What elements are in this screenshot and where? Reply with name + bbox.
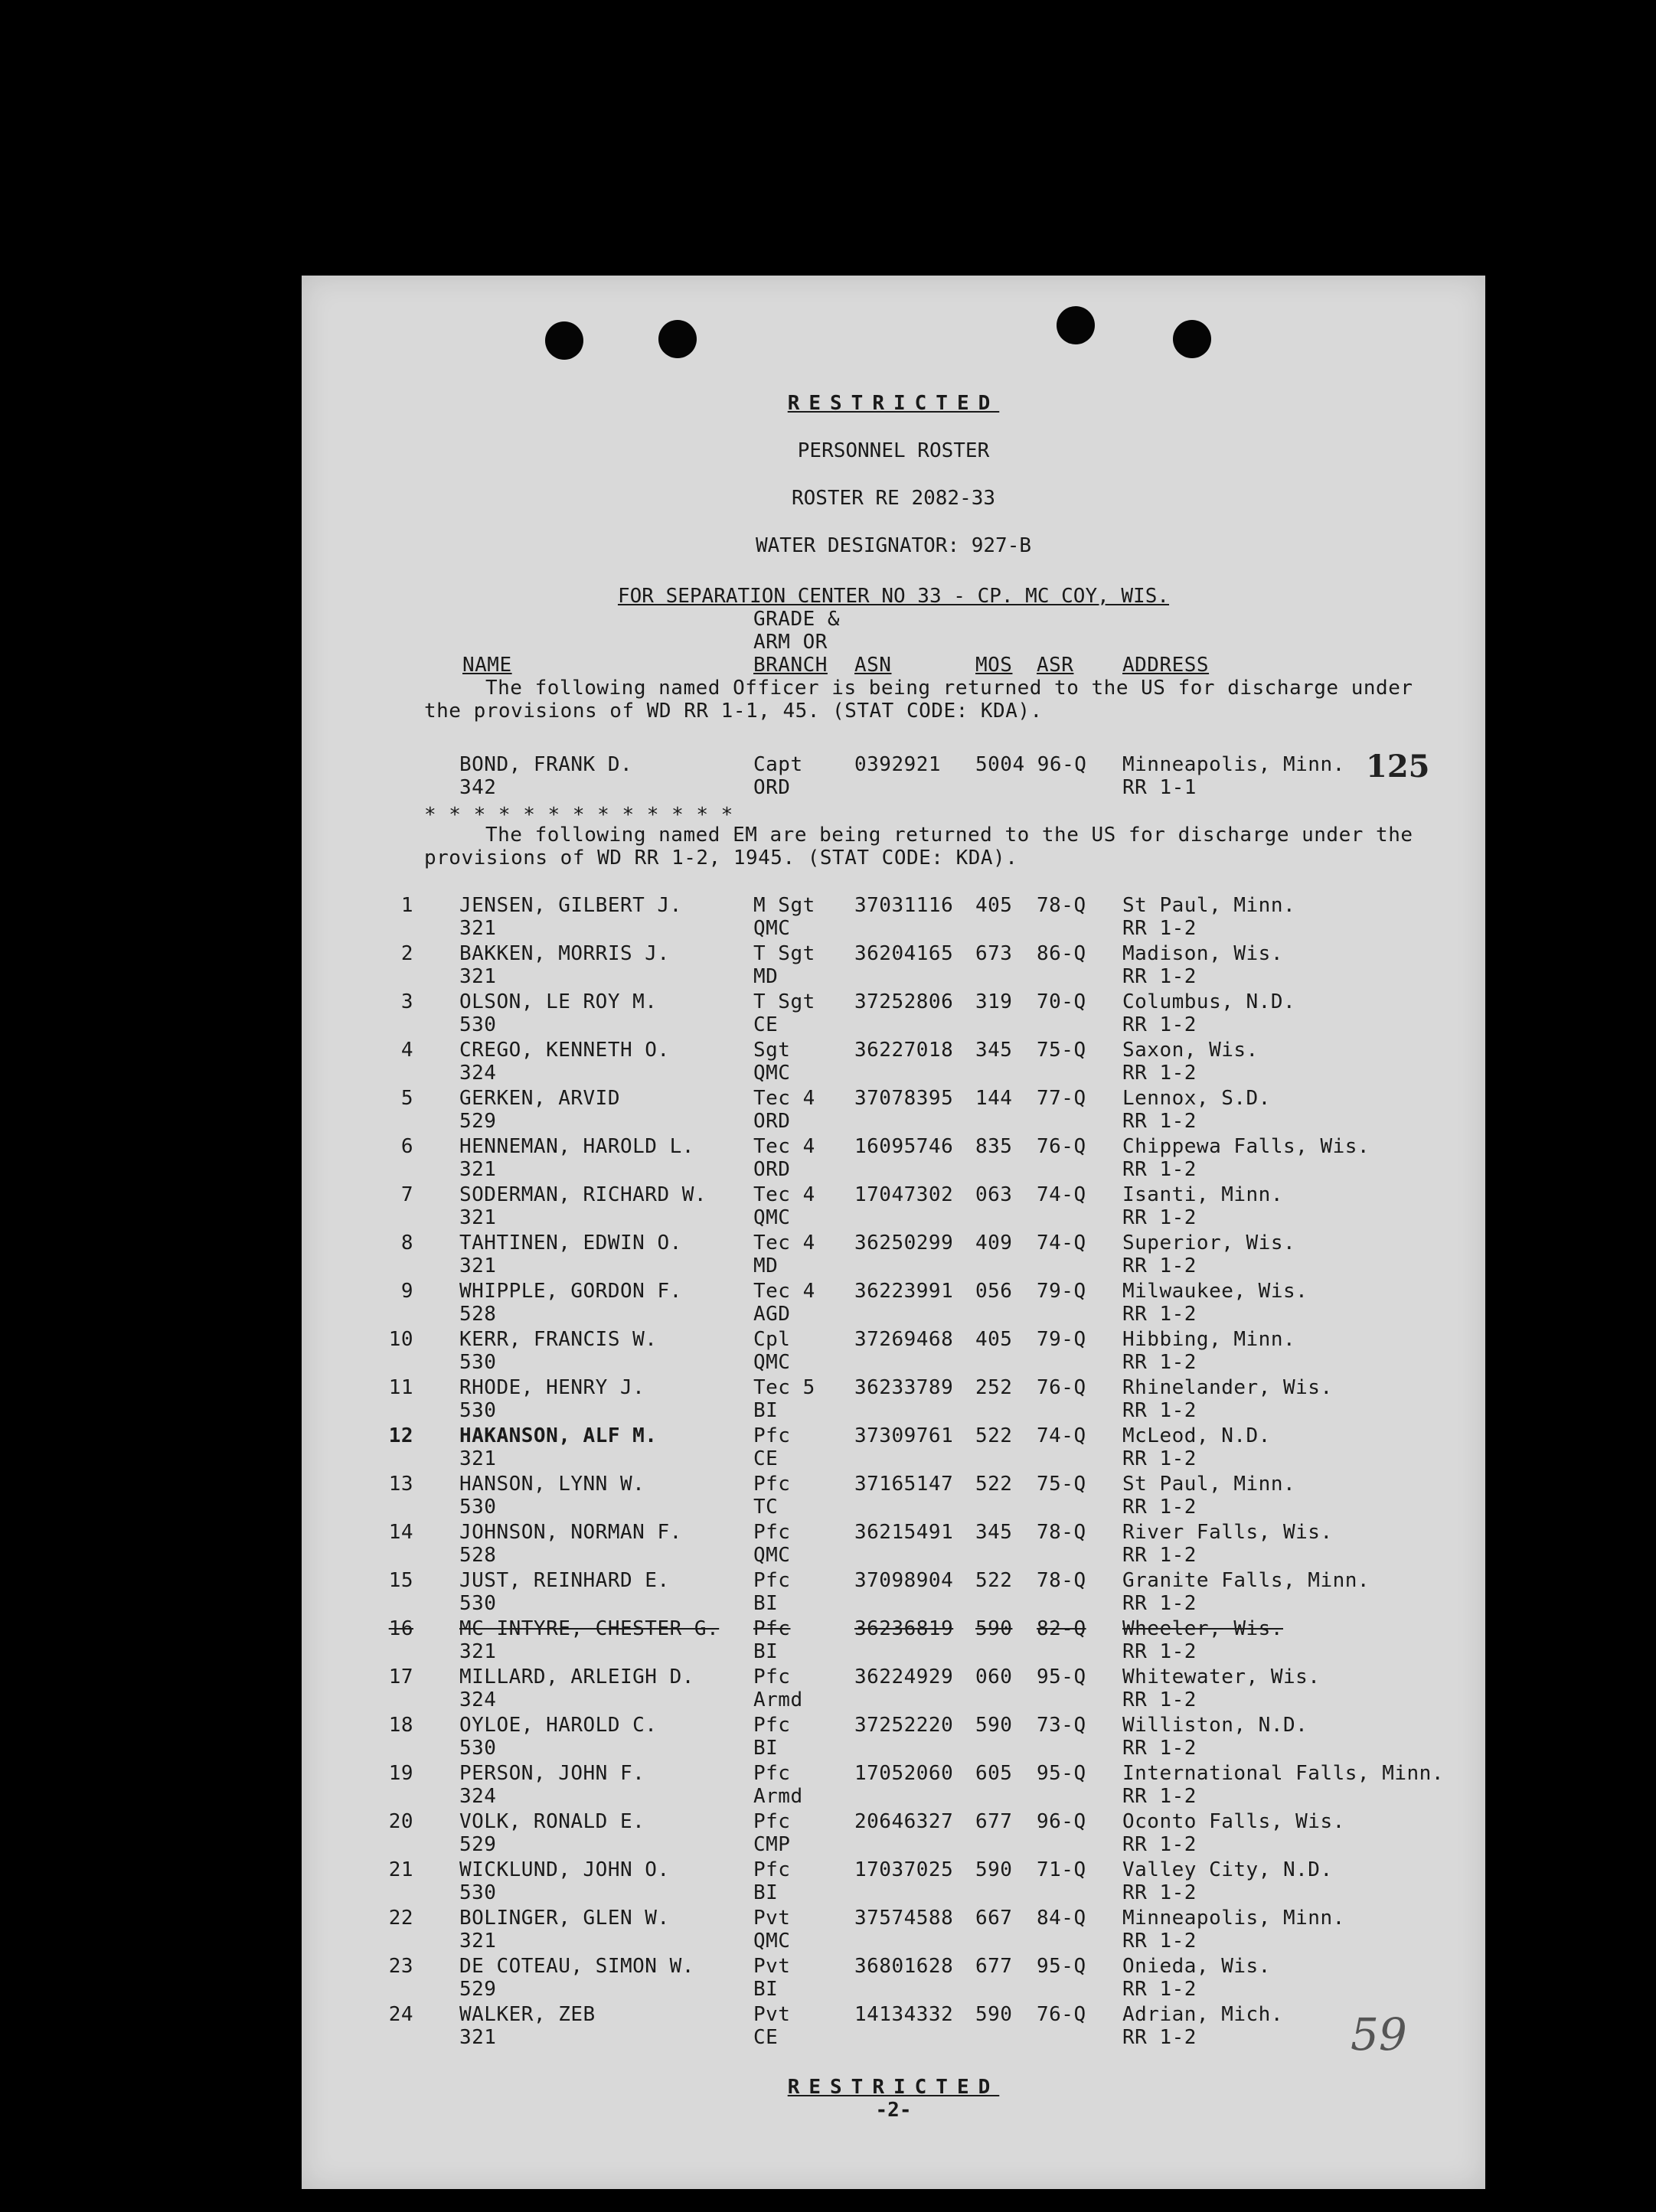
row-asr: 76-Q [1037, 1376, 1086, 1399]
separation-center: FOR SEPARATION CENTER NO 33 - CP. MC COY, WIS. [617, 585, 1170, 608]
row-code: 530 [459, 1881, 497, 1904]
col-grade-2: ARM OR [753, 631, 828, 654]
row-asr: 79-Q [1037, 1328, 1086, 1351]
row-mos: 667 [975, 1907, 1013, 1930]
row-address: Lennox, S.D. [1122, 1087, 1271, 1110]
row-grade: Pfc [753, 1714, 791, 1737]
row-mos: 409 [975, 1232, 1013, 1254]
row-address: Williston, N.D. [1122, 1714, 1308, 1737]
row-branch: CE [753, 2026, 779, 2049]
row-asr: 95-Q [1037, 1955, 1086, 1978]
row-number: 20 [388, 1810, 413, 1833]
row-number: 5 [400, 1087, 413, 1110]
row-rr: RR 1-2 [1122, 1833, 1197, 1856]
row-grade: Pfc [753, 1473, 791, 1496]
row-branch: BI [753, 1592, 779, 1615]
row-number: 8 [400, 1232, 413, 1254]
row-address: Hibbing, Minn. [1122, 1328, 1296, 1351]
page-number: -2- [875, 2099, 912, 2122]
row-mos: 405 [975, 894, 1013, 917]
col-name: NAME [462, 654, 512, 677]
col-asn: ASN [854, 654, 892, 677]
row-grade: Tec 4 [753, 1280, 815, 1303]
row-grade: Pvt [753, 2003, 791, 2026]
row-grade: Pfc [753, 1762, 791, 1785]
row-asn: 36250299 [854, 1232, 954, 1254]
row-rr: RR 1-2 [1122, 917, 1197, 940]
row-address: McLeod, N.D. [1122, 1424, 1271, 1447]
row-grade: Pfc [753, 1858, 791, 1881]
row-branch: MD [753, 965, 779, 988]
row-asr: 78-Q [1037, 1521, 1086, 1544]
row-number: 19 [388, 1762, 413, 1785]
row-name: WALKER, ZEB [459, 2003, 596, 2026]
row-branch: BI [753, 1399, 779, 1422]
row-asn: 37165147 [854, 1473, 954, 1496]
officer-rr: RR 1-1 [1122, 776, 1197, 799]
row-asn: 17052060 [854, 1762, 954, 1785]
row-rr: RR 1-2 [1122, 1881, 1197, 1904]
row-branch: QMC [753, 1544, 791, 1567]
row-asn: 36227018 [854, 1039, 954, 1062]
row-number: 4 [400, 1039, 413, 1062]
row-name: MILLARD, ARLEIGH D. [459, 1666, 694, 1688]
separation-center-wrap [302, 585, 1485, 608]
row-rr: RR 1-2 [1122, 1930, 1197, 1953]
row-asn: 17037025 [854, 1858, 954, 1881]
row-branch: QMC [753, 1062, 791, 1085]
row-asn: 36223991 [854, 1280, 954, 1303]
row-code: 321 [459, 917, 497, 940]
row-asn: 37252220 [854, 1714, 954, 1737]
row-name: WICKLUND, JOHN O. [459, 1858, 670, 1881]
row-rr: RR 1-2 [1122, 1544, 1197, 1567]
row-grade: Pfc [753, 1666, 791, 1688]
row-rr: RR 1-2 [1122, 1254, 1197, 1277]
row-asn: 16095746 [854, 1135, 954, 1158]
row-address: Superior, Wis. [1122, 1232, 1296, 1254]
row-address: River Falls, Wis. [1122, 1521, 1333, 1544]
classification-footer: RESTRICTED [787, 2076, 1000, 2099]
row-name: SODERMAN, RICHARD W. [459, 1183, 707, 1206]
row-grade: Tec 4 [753, 1135, 815, 1158]
row-number: 17 [388, 1666, 413, 1688]
row-code: 324 [459, 1688, 497, 1711]
row-mos: 677 [975, 1810, 1013, 1833]
row-mos: 060 [975, 1666, 1013, 1688]
row-grade: Pfc [753, 1810, 791, 1833]
row-number: 7 [400, 1183, 413, 1206]
officer-code: 342 [459, 776, 497, 799]
row-asn: 14134332 [854, 2003, 954, 2026]
row-grade: T Sgt [753, 942, 815, 965]
row-asn: 37252806 [854, 990, 954, 1013]
officer-intro-1: The following named Officer is being returned to the US for discharge under [485, 677, 1413, 700]
row-address: Wheeler, Wis. [1122, 1617, 1283, 1640]
row-branch: MD [753, 1254, 779, 1277]
row-mos: 345 [975, 1039, 1013, 1062]
row-code: 529 [459, 1833, 497, 1856]
row-number: 10 [388, 1328, 413, 1351]
row-code: 321 [459, 2026, 497, 2049]
row-grade: Sgt [753, 1039, 791, 1062]
row-asr: 73-Q [1037, 1714, 1086, 1737]
row-branch: QMC [753, 1206, 791, 1229]
row-number: 6 [400, 1135, 413, 1158]
row-name: BAKKEN, MORRIS J. [459, 942, 670, 965]
row-code: 529 [459, 1110, 497, 1133]
row-number: 22 [388, 1907, 413, 1930]
row-code: 321 [459, 1254, 497, 1277]
row-name: RHODE, HENRY J. [459, 1376, 645, 1399]
row-address: Milwaukee, Wis. [1122, 1280, 1308, 1303]
row-code: 321 [459, 1206, 497, 1229]
row-rr: RR 1-2 [1122, 965, 1197, 988]
col-asr: ASR [1037, 654, 1074, 677]
row-address: International Falls, Minn. [1122, 1762, 1444, 1785]
row-branch: BI [753, 1640, 779, 1663]
row-mos: 319 [975, 990, 1013, 1013]
water-designator: WATER DESIGNATOR: 927-B [755, 534, 1032, 557]
row-number: 18 [388, 1714, 413, 1737]
row-grade: Pvt [753, 1907, 791, 1930]
row-mos: 252 [975, 1376, 1013, 1399]
punch-hole [545, 321, 583, 360]
row-mos: 590 [975, 1858, 1013, 1881]
row-grade: Tec 4 [753, 1183, 815, 1206]
row-code: 321 [459, 1640, 497, 1663]
row-address: Chippewa Falls, Wis. [1122, 1135, 1370, 1158]
row-mos: 673 [975, 942, 1013, 965]
classification-header: RESTRICTED [787, 392, 1000, 415]
row-asn: 37098904 [854, 1569, 954, 1592]
officer-grade: Capt [753, 753, 803, 776]
row-address: Madison, Wis. [1122, 942, 1283, 965]
row-asr: 78-Q [1037, 894, 1086, 917]
row-code: 529 [459, 1978, 497, 2001]
row-branch: BI [753, 1881, 779, 1904]
row-rr: RR 1-2 [1122, 1737, 1197, 1760]
row-branch: Armd [753, 1785, 803, 1808]
row-mos: 590 [975, 1714, 1013, 1737]
row-mos: 677 [975, 1955, 1013, 1978]
row-asn: 37269468 [854, 1328, 954, 1351]
row-asn: 37031116 [854, 894, 954, 917]
handwritten-number: 59 [1351, 2008, 1407, 2060]
row-asr: 74-Q [1037, 1232, 1086, 1254]
officer-branch: ORD [753, 776, 791, 799]
row-rr: RR 1-2 [1122, 1062, 1197, 1085]
row-rr: RR 1-2 [1122, 1496, 1197, 1519]
row-name: JUST, REINHARD E. [459, 1569, 670, 1592]
row-asr: 82-Q [1037, 1617, 1086, 1640]
stamped-number: 125 [1366, 749, 1430, 785]
row-branch: CE [753, 1013, 779, 1036]
punch-hole [1057, 306, 1095, 344]
row-number: 1 [400, 894, 413, 917]
row-name: OLSON, LE ROY M. [459, 990, 658, 1013]
row-grade: Pfc [753, 1521, 791, 1544]
row-branch: QMC [753, 917, 791, 940]
row-number: 12 [388, 1424, 413, 1447]
row-code: 324 [459, 1785, 497, 1808]
row-grade: Tec 4 [753, 1232, 815, 1254]
row-name: JOHNSON, NORMAN F. [459, 1521, 682, 1544]
row-rr: RR 1-2 [1122, 1110, 1197, 1133]
row-code: 321 [459, 965, 497, 988]
row-code: 321 [459, 1158, 497, 1181]
row-mos: 144 [975, 1087, 1013, 1110]
row-asn: 36233789 [854, 1376, 954, 1399]
row-mos: 605 [975, 1762, 1013, 1785]
row-rr: RR 1-2 [1122, 1640, 1197, 1663]
row-asr: 95-Q [1037, 1762, 1086, 1785]
row-asr: 75-Q [1037, 1039, 1086, 1062]
row-name: HENNEMAN, HAROLD L. [459, 1135, 694, 1158]
row-asr: 70-Q [1037, 990, 1086, 1013]
row-name: TAHTINEN, EDWIN O. [459, 1232, 682, 1254]
row-mos: 522 [975, 1424, 1013, 1447]
row-branch: AGD [753, 1303, 791, 1326]
row-address: Onieda, Wis. [1122, 1955, 1271, 1978]
row-address: Saxon, Wis. [1122, 1039, 1259, 1062]
row-asn: 36204165 [854, 942, 954, 965]
row-asn: 36215491 [854, 1521, 954, 1544]
row-asr: 75-Q [1037, 1473, 1086, 1496]
row-rr: RR 1-2 [1122, 1978, 1197, 2001]
row-asr: 78-Q [1037, 1569, 1086, 1592]
row-number: 3 [400, 990, 413, 1013]
row-code: 530 [459, 1496, 497, 1519]
row-asr: 74-Q [1037, 1183, 1086, 1206]
row-name: WHIPPLE, GORDON F. [459, 1280, 682, 1303]
row-mos: 063 [975, 1183, 1013, 1206]
row-address: Columbus, N.D. [1122, 990, 1296, 1013]
row-grade: Pvt [753, 1955, 791, 1978]
row-branch: BI [753, 1737, 779, 1760]
officer-name: BOND, FRANK D. [459, 753, 633, 776]
row-mos: 056 [975, 1280, 1013, 1303]
row-rr: RR 1-2 [1122, 1785, 1197, 1808]
row-asr: 86-Q [1037, 942, 1086, 965]
row-code: 321 [459, 1447, 497, 1470]
row-asn: 36224929 [854, 1666, 954, 1688]
row-grade: T Sgt [753, 990, 815, 1013]
row-address: Minneapolis, Minn. [1122, 1907, 1345, 1930]
row-number: 24 [388, 2003, 413, 2026]
row-branch: CMP [753, 1833, 791, 1856]
row-asr: 84-Q [1037, 1907, 1086, 1930]
row-rr: RR 1-2 [1122, 1013, 1197, 1036]
row-name: PERSON, JOHN F. [459, 1762, 645, 1785]
row-rr: RR 1-2 [1122, 1592, 1197, 1615]
row-number: 21 [388, 1858, 413, 1881]
row-number: 2 [400, 942, 413, 965]
row-grade: Pfc [753, 1569, 791, 1592]
row-code: 321 [459, 1930, 497, 1953]
row-grade: Tec 5 [753, 1376, 815, 1399]
row-mos: 522 [975, 1473, 1013, 1496]
row-asn: 36236819 [854, 1617, 954, 1640]
row-name: MC INTYRE, CHESTER G. [459, 1617, 720, 1640]
row-rr: RR 1-2 [1122, 1158, 1197, 1181]
officer-address: Minneapolis, Minn. [1122, 753, 1345, 776]
row-grade: Tec 4 [753, 1087, 815, 1110]
row-name: KERR, FRANCIS W. [459, 1328, 658, 1351]
col-address: ADDRESS [1122, 654, 1210, 677]
row-rr: RR 1-2 [1122, 1688, 1197, 1711]
row-address: St Paul, Minn. [1122, 894, 1296, 917]
roster-number: ROSTER RE 2082-33 [791, 487, 996, 510]
row-branch: Armd [753, 1688, 803, 1711]
col-grade-3: BRANCH [753, 654, 828, 677]
row-asn: 37574588 [854, 1907, 954, 1930]
separator-stars: * * * * * * * * * * * * * [424, 804, 733, 827]
row-asr: 79-Q [1037, 1280, 1086, 1303]
row-asr: 76-Q [1037, 2003, 1086, 2026]
row-mos: 835 [975, 1135, 1013, 1158]
row-code: 530 [459, 1737, 497, 1760]
row-name: GERKEN, ARVID [459, 1087, 620, 1110]
row-mos: 405 [975, 1328, 1013, 1351]
row-mos: 522 [975, 1569, 1013, 1592]
row-asr: 95-Q [1037, 1666, 1086, 1688]
row-address: Whitewater, Wis. [1122, 1666, 1321, 1688]
row-number: 13 [388, 1473, 413, 1496]
row-asn: 17047302 [854, 1183, 954, 1206]
row-branch: TC [753, 1496, 779, 1519]
row-rr: RR 1-2 [1122, 1447, 1197, 1470]
row-name: BOLINGER, GLEN W. [459, 1907, 670, 1930]
row-grade: M Sgt [753, 894, 815, 917]
row-grade: Pfc [753, 1617, 791, 1640]
row-code: 530 [459, 1399, 497, 1422]
row-branch: ORD [753, 1110, 791, 1133]
document-title: PERSONNEL ROSTER [797, 439, 990, 462]
row-address: Adrian, Mich. [1122, 2003, 1283, 2026]
row-asr: 74-Q [1037, 1424, 1086, 1447]
row-address: Rhinelander, Wis. [1122, 1376, 1333, 1399]
row-asn: 37078395 [854, 1087, 954, 1110]
row-name: JENSEN, GILBERT J. [459, 894, 682, 917]
officer-intro-2: the provisions of WD RR 1-1, 45. (STAT CODE: KDA). [424, 700, 1043, 723]
row-branch: ORD [753, 1158, 791, 1181]
row-name: HAKANSON, ALF M. [459, 1424, 658, 1447]
row-address: Oconto Falls, Wis. [1122, 1810, 1345, 1833]
em-intro-2: provisions of WD RR 1-2, 1945. (STAT CODE: KDA). [424, 847, 1018, 869]
row-mos: 590 [975, 1617, 1013, 1640]
row-address: Valley City, N.D. [1122, 1858, 1333, 1881]
row-name: OYLOE, HAROLD C. [459, 1714, 658, 1737]
row-rr: RR 1-2 [1122, 1303, 1197, 1326]
row-asn: 37309761 [854, 1424, 954, 1447]
row-asr: 96-Q [1037, 1810, 1086, 1833]
row-name: VOLK, RONALD E. [459, 1810, 645, 1833]
row-rr: RR 1-2 [1122, 1351, 1197, 1374]
row-name: HANSON, LYNN W. [459, 1473, 645, 1496]
row-asn: 20646327 [854, 1810, 954, 1833]
row-mos: 590 [975, 2003, 1013, 2026]
row-code: 324 [459, 1062, 497, 1085]
row-number: 9 [400, 1280, 413, 1303]
row-name: DE COTEAU, SIMON W. [459, 1955, 694, 1978]
col-grade-1: GRADE & [753, 608, 841, 631]
row-name: CREGO, KENNETH O. [459, 1039, 670, 1062]
row-number: 11 [388, 1376, 413, 1399]
row-asn: 36801628 [854, 1955, 954, 1978]
row-grade: Pfc [753, 1424, 791, 1447]
row-branch: QMC [753, 1351, 791, 1374]
row-mos: 345 [975, 1521, 1013, 1544]
row-branch: BI [753, 1978, 779, 2001]
row-rr: RR 1-2 [1122, 2026, 1197, 2049]
row-number: 16 [388, 1617, 413, 1640]
punch-hole [658, 320, 697, 358]
row-asr: 77-Q [1037, 1087, 1086, 1110]
row-branch: CE [753, 1447, 779, 1470]
row-branch: QMC [753, 1930, 791, 1953]
row-code: 528 [459, 1303, 497, 1326]
row-asr: 71-Q [1037, 1858, 1086, 1881]
document-page [302, 276, 1485, 2189]
row-number: 14 [388, 1521, 413, 1544]
row-number: 23 [388, 1955, 413, 1978]
row-code: 530 [459, 1013, 497, 1036]
row-asr: 76-Q [1037, 1135, 1086, 1158]
punch-hole [1173, 320, 1211, 358]
row-number: 15 [388, 1569, 413, 1592]
officer-asn: 0392921 [854, 753, 942, 776]
row-address: Granite Falls, Minn. [1122, 1569, 1370, 1592]
row-code: 528 [459, 1544, 497, 1567]
row-address: St Paul, Minn. [1122, 1473, 1296, 1496]
row-rr: RR 1-2 [1122, 1399, 1197, 1422]
em-intro-1: The following named EM are being returned to the US for discharge under the [485, 824, 1413, 847]
row-address: Isanti, Minn. [1122, 1183, 1283, 1206]
row-grade: Cpl [753, 1328, 791, 1351]
row-code: 530 [459, 1592, 497, 1615]
officer-mos-asr: 5004 96-Q [975, 753, 1087, 776]
row-rr: RR 1-2 [1122, 1206, 1197, 1229]
col-mos: MOS [975, 654, 1013, 677]
row-code: 530 [459, 1351, 497, 1374]
